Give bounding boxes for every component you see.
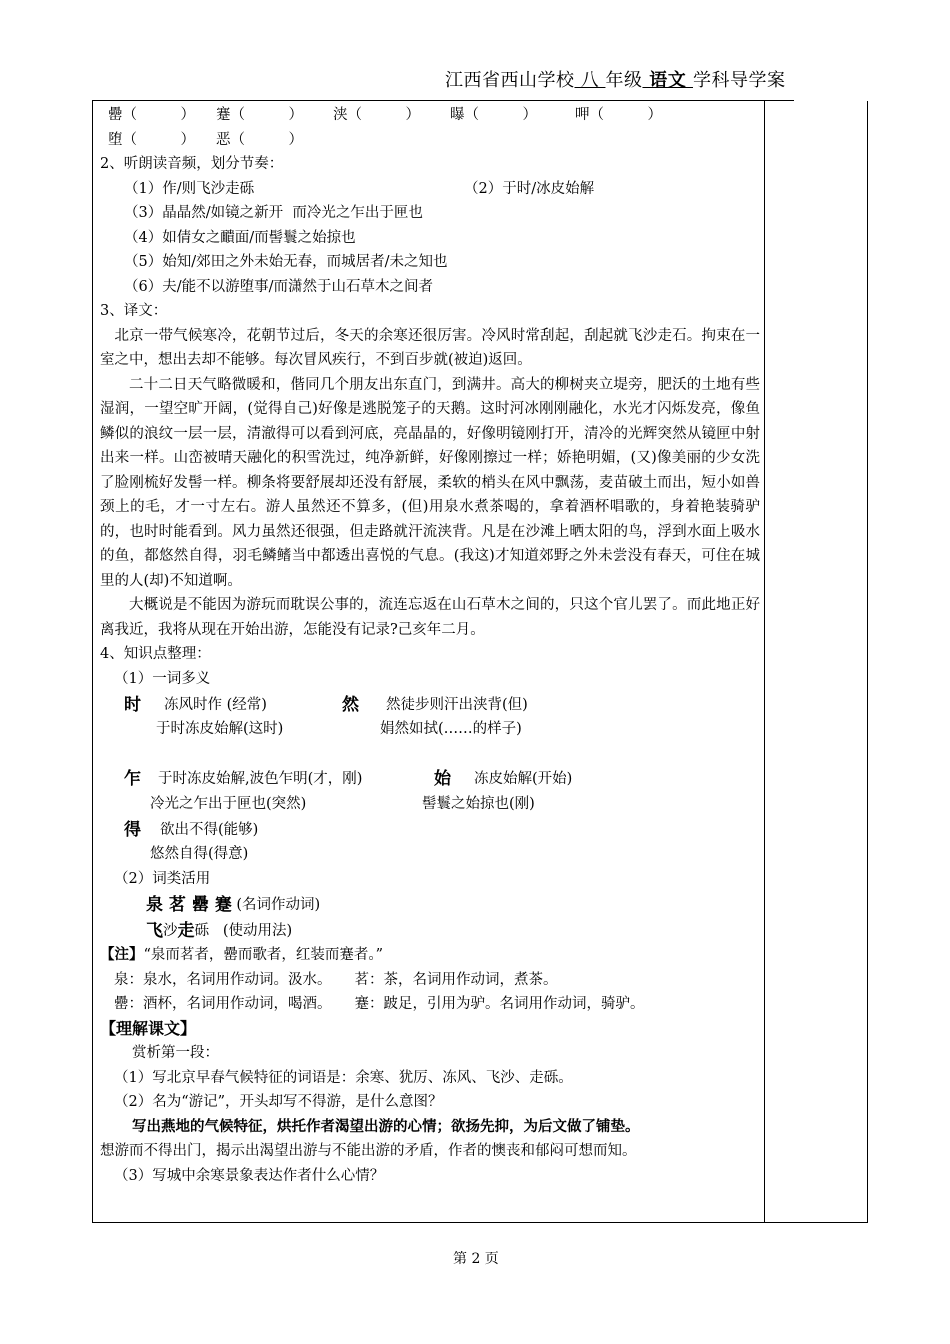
polysemy-char-zha: 乍	[124, 769, 141, 789]
conversion-char-zou: 走	[177, 920, 195, 941]
conversion-row-1	[100, 891, 760, 917]
polysemy-de-1: 欲出不得(能够)	[160, 821, 259, 838]
polysemy-char-shi: 时	[124, 694, 141, 715]
polysemy-shi-2: 于时冻皮始解(这时)	[156, 721, 284, 737]
rhythm-item-4: （4）如倩女之靧面/而髻鬟之始掠也	[124, 229, 356, 246]
polysemy-zha-1: 于时冻皮始解,波色乍明(才，刚)	[158, 771, 363, 787]
question-3: （3）写城中余寒景象表达作者什么心情？	[114, 1167, 385, 1184]
note-label: 【注】	[100, 946, 144, 963]
note-text: “泉而茗者，罍而歌者，红装而蹇者。”	[143, 947, 384, 963]
conversion-char-li: 砾	[194, 922, 209, 939]
conversion-char-fei: 飞	[146, 920, 163, 941]
polysemy-ran-1: 然徒步则汗出浃背(但)	[386, 696, 528, 713]
header-grade-suffix: 年级	[605, 70, 643, 91]
polysemy-row-shi-ran	[100, 691, 760, 717]
header-subject: 语文	[642, 70, 693, 91]
polysemy-title: （1）一词多义	[114, 670, 211, 687]
knowledge-title: 4、知识点整理：	[100, 646, 211, 662]
pinyin-item: 堕（ ）	[108, 131, 195, 148]
spacer	[100, 742, 760, 766]
rhythm-item-6: （6）夫/能不以游堕事/而潇然于山石草木之间者	[124, 278, 433, 295]
answer-2-rest: 想游而不得出门，揭示出渴望出游与不能出游的矛盾，作者的懊丧和郁闷可想而知。	[100, 1143, 637, 1159]
polysemy-row-de	[100, 816, 760, 842]
table-column-divider	[764, 101, 765, 1223]
translation-paragraph-2: 二十二日天气略微暖和，偕同几个朋友出东直门，到满井。高大的柳树夹立堤旁，肥沃的土地有些湿润，一望空旷开阔，(觉得自己)好像是逃脱笼子的天鹅。这时河冰刚刚融化，水光才闪烁发亮，像鱼鳞似的浪纹一层一层，清澈得可以看到河底，亮晶晶的，好像明镜刚打开，清冷的光辉突然从镜匣中射出来一样。山峦被晴天融化的积雪洗过，纯净新鲜，好像刚擦过一样；娇艳明媚，(又)像美丽的少女洗了脸刚梳好发髻一样。柳条将要舒展却还没有舒展，柔软的梢头在风中飘荡，麦苗破土而出，短小如兽颈上的毛，才一寸左右。游人虽然还不算多，(但)用泉水煮茶喝的，拿着酒杯唱歌的，身着艳装骑驴的，也时时能看到。风力虽然还很强，但走路就汗流浃背。凡是在沙滩上晒太阳的鸟，浮到水面上吸水的鱼，都悠然自得，羽毛鳞鳍当中都透出喜悦的气息。(我这)才知道郊野之外未尝没有春天，可住在城里的人(却)不知道啊。	[100, 376, 760, 589]
translation-paragraph-1: 北京一带气候寒冷，花朝节过后，冬天的余寒还很厉害。冷风时常刮起，刮起就飞沙走石。拘束在一室之中，想出去却不能够。每次冒风疾行，不到百步就(被迫)返回。	[100, 327, 760, 368]
pinyin-row-2	[100, 128, 760, 153]
rhythm-item-1: （1）作/则飞沙走砾	[124, 180, 255, 197]
note-line-1: 泉：泉水，名词用作动词。汲水。 茗：茶，名词用作动词，煮茶。	[114, 971, 558, 988]
rhythm-title: 2、听朗读音频，划分节奏：	[100, 156, 284, 172]
pinyin-item: 罍（ ）	[108, 107, 195, 123]
page-header	[445, 66, 786, 92]
pinyin-item: 曝（ ）	[450, 107, 537, 123]
question-1: （1）写北京早春气候特征的词语是：余寒、犹厉、冻风、飞沙、走砾。	[114, 1069, 573, 1086]
conversion-note-2: (使动用法)	[209, 922, 293, 939]
question-2: （2）名为“游记”，开头却写不得游，是什么意图？	[114, 1094, 443, 1110]
pinyin-item: 恶（ ）	[216, 131, 303, 148]
section-heading-understand: 【理解课文】	[100, 1018, 197, 1038]
polysemy-row-zha-shi-2	[100, 792, 760, 817]
polysemy-char-de: 得	[124, 819, 141, 840]
header-school: 江西省西山学校	[445, 70, 575, 91]
polysemy-shi-1: 冻风时作 (经常)	[164, 696, 267, 713]
header-grade: 八	[574, 70, 606, 91]
pinyin-item: 蹇（ ）	[216, 107, 303, 123]
conversion-row-2	[100, 917, 760, 943]
conversion-title: （2）词类活用	[114, 870, 211, 887]
translation-title: 3、译文：	[100, 303, 168, 319]
polysemy-shi2-1: 冻皮始解(开始)	[474, 771, 573, 787]
rhythm-row	[100, 177, 760, 202]
rhythm-item-2: （2）于时/冰皮始解	[464, 180, 595, 197]
pinyin-item: 呷（ ）	[575, 107, 662, 123]
polysemy-char-ran: 然	[342, 694, 359, 715]
conversion-words: 泉 茗 罍 蹇	[146, 894, 232, 915]
conversion-char-sha: 沙	[163, 922, 178, 939]
rhythm-item-5: （5）始知/郊田之外未始无春，而城居者/未之知也	[124, 254, 448, 270]
pinyin-item: 浃（ ）	[333, 107, 420, 123]
appreciation-subtitle: 赏析第一段：	[132, 1045, 219, 1061]
answer-2-bold: 写出燕地的气候特征，烘托作者渴望出游的心情；欲扬先抑，为后文做了铺垫。	[132, 1117, 640, 1135]
main-content	[100, 103, 760, 1188]
polysemy-row-zha-shi	[100, 766, 760, 792]
polysemy-row-shi-ran-2	[100, 717, 760, 742]
header-suffix: 学科导学案	[693, 70, 786, 91]
polysemy-zha-2: 冷光之乍出于匣也(突然)	[150, 795, 307, 812]
polysemy-char-shi2: 始	[434, 769, 451, 789]
polysemy-shi2-2: 髻鬟之始掠也(刚)	[422, 795, 535, 812]
note-line-2: 罍：酒杯，名词用作动词，喝酒。 蹇：跛足，引用为驴。名词用作动词，骑驴。	[114, 996, 645, 1012]
polysemy-de-2: 悠然自得(得意)	[150, 846, 249, 862]
rhythm-item-3: （3）晶晶然/如镜之新开 而冷光之乍出于匣也	[124, 205, 423, 221]
pinyin-row-1	[100, 103, 760, 128]
page-number: 第 2 页	[453, 1251, 499, 1267]
note-row	[100, 943, 760, 968]
conversion-note-1: (名词作动词)	[231, 896, 321, 913]
polysemy-ran-2: 娟然如拭(……的样子)	[380, 721, 522, 737]
translation-paragraph-3: 大概说是不能因为游玩而耽误公事的，流连忘返在山石草木之间的，只这个官儿罢了。而此地正好离我近，我将从现在开始出游，怎能没有记录?己亥年二月。	[100, 597, 760, 638]
